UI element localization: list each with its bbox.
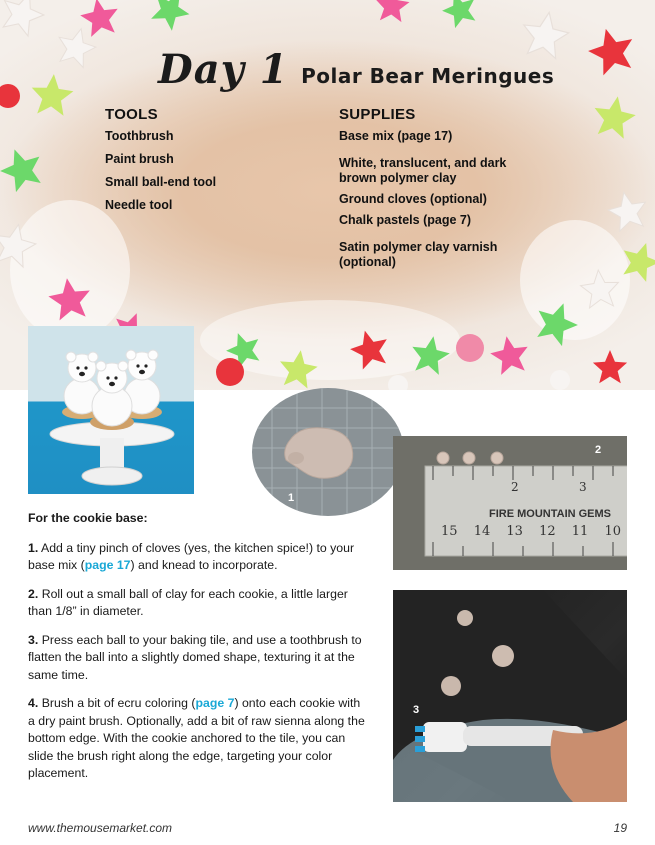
step-text: Roll out a small ball of clay for each cookie, a little larger than 1/8” in diameter. [28,586,348,618]
red-candy-ball [0,84,20,108]
tools-item: Paint brush [105,152,174,166]
tools-item: Small ball-end tool [105,175,217,189]
yellow-green-star [590,93,638,140]
supplies-item: Base mix (page 17) [339,129,453,143]
white-star [0,220,39,269]
white-candy-ball [550,370,570,390]
step-text: Add a tiny pinch of cloves (yes, the kitchen spice!) to your base mix ( [28,540,355,572]
supplies-item: White, translucent, and dark brown polymer clay [339,156,507,185]
red-star [584,23,640,78]
red-star [593,350,627,383]
step-text: ) onto each cookie with a dry paint brush. Optionally, add a bit of raw sienna along the bottom edge. With the cookie anchored to the tile, you can slide the brush right along the edge, targeting your color placement. [28,696,365,780]
step2-label: 2 [595,444,602,456]
instruction-step [28,695,368,783]
page-link[interactable]: page 7 [195,696,235,710]
step3-photo [393,590,627,802]
ruler-number: 15 [441,524,458,539]
pink-star [374,0,411,23]
supplies-item: Satin polymer clay varnish (optional) [339,240,498,269]
pink-star [488,333,532,376]
supplies-heading: SUPPLIES [339,106,416,123]
ruler-illustration [393,436,627,570]
day-label: Day 1 [158,46,289,93]
green-star [530,296,583,349]
step2-photo [393,436,627,570]
instruction-step [28,632,368,685]
pink-star [46,275,93,321]
step-number: 1. [28,540,39,555]
step-number: 3. [28,632,39,647]
white-star [605,188,650,232]
instructions [28,510,368,794]
instruction-step [28,586,368,621]
step1-label: 1 [288,492,295,504]
white-star [579,268,620,308]
step-text: ) and knead to incorporate. [130,558,278,572]
green-star [438,0,482,30]
pink-star [78,0,122,38]
ruler-numbers [441,524,621,539]
yellow-green-star [617,237,655,284]
red-star [346,326,392,372]
tools-list [105,106,305,221]
green-star [408,333,452,376]
step1-photo [252,388,404,516]
footer-website: www.themousemarket.com [28,821,173,835]
meringue-illustration [28,326,194,494]
yellow-green-star [277,348,320,390]
step-number: 2. [28,586,39,601]
ruler-number: 12 [539,524,556,539]
tools-heading: TOOLS [105,106,158,123]
pink-candy-ball [456,334,484,362]
recipe-title: Polar Bear Meringues [301,64,555,88]
supplies-list [339,106,529,278]
red-candy-ball [216,358,244,386]
ruler-number: 11 [571,524,589,539]
tools-item: Toothbrush [105,129,174,143]
instructions-heading: For the cookie base: [28,511,148,525]
instruction-step [28,540,368,575]
step-text: Brush a bit of ecru coloring ( [41,696,196,710]
green-star [0,142,48,195]
tools-item: Needle tool [105,198,173,212]
page-title [158,46,554,93]
white-star [0,0,49,39]
supplies-item: Ground cloves (optional) [339,192,487,206]
ruler-number: 13 [506,524,523,539]
supplies-item: Chalk pastels (page 7) [339,213,471,227]
page-number: 19 [613,821,627,835]
ruler-top-number: 2 [511,480,519,494]
yellow-green-star [30,72,75,116]
toothbrush-illustration [393,590,627,802]
page-link[interactable]: page 17 [84,558,131,572]
clay-on-mat-illustration [252,388,404,516]
ruler-top-number: 3 [579,480,587,494]
finished-meringues-photo [28,326,194,494]
white-candy-ball [388,375,408,390]
ruler-brand: FIRE MOUNTAIN GEMS [489,508,612,520]
ruler-number: 10 [604,524,621,539]
step3-label: 3 [413,704,420,716]
ruler-number: 14 [473,524,491,539]
green-star [145,0,196,34]
step-text: Press each ball to your baking tile, and use a toothbrush to flatten the ball into a slightly domed shape, texturing it at the same time. [28,632,362,682]
step-number: 4. [28,696,39,710]
